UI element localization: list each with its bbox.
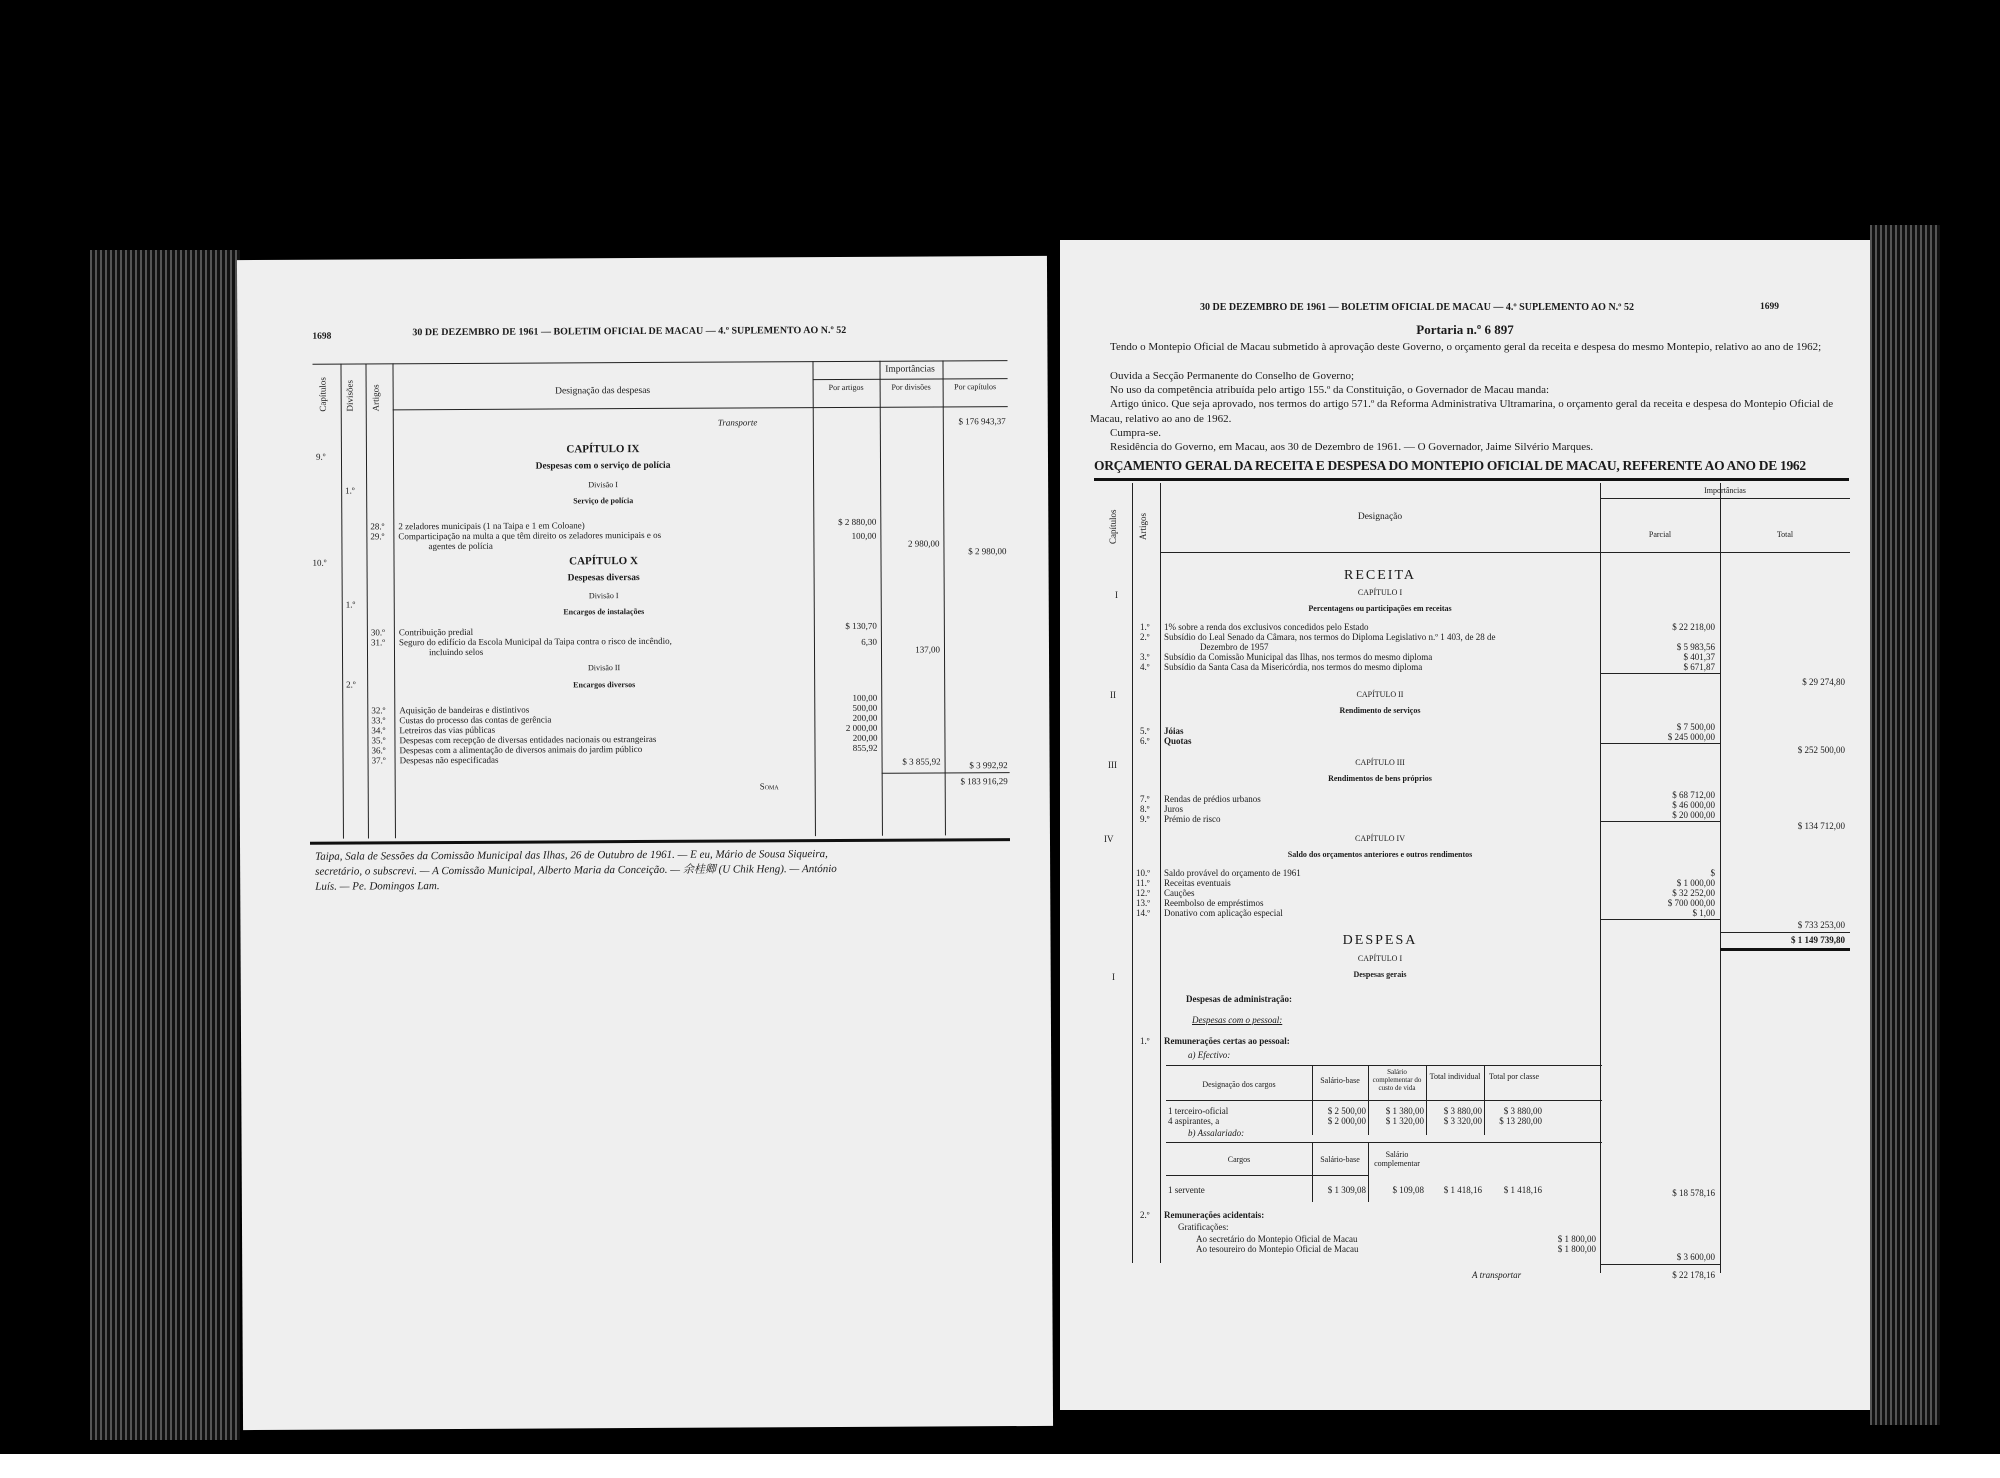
col-parcial: Parcial: [1648, 530, 1672, 539]
t2-r-c1: $ 1 309,08: [1327, 1185, 1366, 1195]
para-3: No uso da competência atribuída pelo artigo 155.º da Constituição, o Governador de Macau manda:: [1110, 384, 1550, 396]
cap10-div1-title: Divisão I: [588, 591, 619, 601]
cap10-div2-title: Divisão II: [587, 663, 621, 673]
t1-r0-c4: $ 3 880,00: [1503, 1106, 1542, 1116]
cap2-val: $ 7 500,00: [1676, 722, 1715, 732]
cap9-row-text: agentes de polícia: [428, 540, 493, 552]
cap1-text: 1% sobre a renda dos exclusivos concedidos pelo Estado: [1164, 622, 1369, 632]
para-6: Residência do Governo, em Macau, aos 30 de Dezembro de 1961. — O Governador, Jaime Silvério Marques.: [1110, 441, 1594, 453]
cap9-div-sub: Serviço de polícia: [573, 496, 634, 506]
cap4-val: $: [1710, 868, 1715, 878]
cap10-row-art: 34.º: [371, 725, 386, 736]
t2-total: $ 18 578,16: [1672, 1188, 1715, 1198]
cap2-text: Jóias: [1164, 726, 1184, 736]
cap10-title: CAPÍTULO X: [569, 555, 638, 568]
cap10-row-art: 30.º: [370, 627, 385, 638]
para-4: Artigo único. Que seja aprovado, nos termos do artigo 571.º da Reforma Administrativa Ultramarina, o orçamento geral da receita e despesa do Montepio Oficial de Macau, relativo ao ano de 1962.: [1090, 398, 1834, 425]
cap10-div1-sub: Encargos de instalações: [563, 607, 645, 617]
cap10-row-text: Letreiros das vias públicas: [399, 724, 496, 736]
cap10-row-val: 200,00: [852, 712, 878, 723]
cap4-val: $ 1 000,00: [1676, 878, 1715, 888]
col-por-capitulos: Por capítulos: [954, 382, 997, 392]
portaria-title: Portaria n.º 6 897: [1416, 322, 1514, 337]
t1-h-2: Salário complementar do custo de vida: [1372, 1068, 1422, 1092]
col-artigos: Artigos: [370, 384, 381, 412]
cap10-cap-total: $ 3 992,92: [969, 760, 1008, 771]
cap3-text: Prémio de risco: [1164, 814, 1221, 824]
cap1-art: 3.º: [1140, 652, 1150, 662]
cap4-text: Cauções: [1164, 888, 1195, 898]
cap3-title: CAPÍTULO III: [1355, 758, 1405, 767]
grat-row-text: Ao tesoureiro do Montepio Oficial de Macau: [1196, 1244, 1359, 1254]
cap10-row-text: Despesas com a alimentação de diversos animais do jardim público: [399, 744, 643, 756]
cap10-row-text: Aquisição de bandeiras e distintivos: [399, 704, 530, 716]
cap9-row-val: 100,00: [851, 530, 877, 541]
cap10-row-text: Despesas com recepção de diversas entidades nacionais ou estrangeiras: [399, 733, 657, 746]
cap1-art: 4.º: [1140, 662, 1150, 672]
cap1-val: $ 401,37: [1683, 652, 1715, 662]
t2-r-c2: $ 109,08: [1392, 1185, 1424, 1195]
assalariado-label: b) Assalariado:: [1188, 1128, 1245, 1138]
rem-heading: Remunerações certas ao pessoal:: [1164, 1036, 1290, 1046]
t1-h-4: Total por classe: [1488, 1072, 1540, 1081]
para-5: Cumpra-se.: [1110, 427, 1162, 439]
grat-row-val: $ 1 800,00: [1557, 1234, 1596, 1244]
t1-r0-c3: $ 3 880,00: [1443, 1106, 1482, 1116]
cap10-row-text: Custas do processo das contas de gerência: [399, 714, 552, 726]
adm-heading: Despesas de administração:: [1186, 994, 1292, 1004]
cap10-row-art: 35.º: [371, 735, 386, 746]
cap1-val: $ 5 983,56: [1676, 642, 1715, 652]
right-page: [1060, 240, 1870, 1410]
cap9-row-text: Comparticipação na multa a que têm direito os zeladores municipais e os: [398, 529, 662, 542]
col-total: Total: [1776, 530, 1794, 539]
cap10-div1: 1.º: [345, 599, 356, 610]
cap9-row-text: 2 zeladores municipais (1 na Taipa e 1 em Coloane): [398, 520, 585, 532]
cap10-row-text: Contribuição predial: [398, 626, 474, 638]
transportar-label: A transportar: [1472, 1270, 1522, 1280]
t1-r1-c3: $ 3 320,00: [1443, 1116, 1482, 1126]
page-header: 30 DE DEZEMBRO DE 1961 — BOLETIM OFICIAL DE MACAU — 4.º SUPLEMENTO AO N.º 52: [412, 324, 847, 339]
receita-heading: RECEITA: [1344, 568, 1416, 583]
cap4-text: Receitas eventuais: [1164, 878, 1231, 888]
cap1-text: Subsídio da Comissão Municipal das Ilhas, nos termos do mesmo diploma: [1164, 652, 1433, 662]
cap1-art: 1.º: [1140, 622, 1150, 632]
cap4-art: 14.º: [1136, 908, 1151, 918]
cap4-total: $ 733 253,00: [1797, 920, 1845, 930]
t1-h-1: Salário-base: [1320, 1076, 1360, 1085]
cap10-row-val: 6,30: [861, 636, 877, 647]
cap1-total: $ 29 274,80: [1802, 677, 1845, 687]
cap4-title: CAPÍTULO IV: [1355, 834, 1405, 843]
t1-h-0: Designação dos cargos: [1202, 1080, 1276, 1089]
cap3-sub: Rendimentos de bens próprios: [1328, 774, 1432, 783]
cap4-text: Reembolso de empréstimos: [1164, 898, 1264, 908]
cap3-art: 8.º: [1140, 804, 1150, 814]
para-2: Ouvida a Secção Permanente do Conselho de Governo;: [1110, 370, 1355, 382]
cap10-row-val: 200,00: [852, 732, 878, 743]
cap10-row-text: incluindo selos: [428, 646, 484, 658]
soma-value: $ 183 916,29: [960, 776, 1008, 787]
cap3-total: $ 134 712,00: [1797, 821, 1845, 831]
cap10-row-text: Seguro do edifício da Escola Municipal da Taipa contra o risco de incêndio,: [398, 635, 672, 648]
cap4-text: Donativo com aplicação especial: [1164, 908, 1283, 918]
cap3-num: III: [1108, 760, 1117, 770]
t1-h-3: Total individual: [1429, 1072, 1481, 1081]
cap9-cap-total: $ 2 980,00: [968, 546, 1007, 557]
cap3-val: $ 68 712,00: [1672, 790, 1715, 800]
cap10-row-art: 36.º: [371, 745, 386, 756]
cap2-val: $ 245 000,00: [1667, 732, 1715, 742]
t2-r-c3: $ 1 418,16: [1443, 1185, 1482, 1195]
left-page-edges: [90, 250, 240, 1440]
grat-row-val: $ 1 800,00: [1557, 1244, 1596, 1254]
cap10-div2-sub: Encargos diversos: [573, 680, 636, 690]
cap4-text: Saldo provável do orçamento de 1961: [1164, 868, 1301, 878]
cap1-val: $ 22 218,00: [1672, 622, 1715, 632]
cap3-text: Juros: [1164, 804, 1184, 814]
transporte-value: $ 176 943,37: [958, 416, 1006, 427]
cap4-val: $ 700 000,00: [1667, 898, 1715, 908]
closing-line-1: Taipa, Sala de Sessões da Comissão Municipal das Ilhas, 26 de Outubro de 1961. — E eu, Mário de Sousa Siqueira,: [315, 848, 828, 863]
t1-r0-c0: 1 terceiro-oficial: [1168, 1106, 1229, 1116]
t2-r-c0: 1 servente: [1168, 1185, 1205, 1195]
cap4-sub: Saldo dos orçamentos anteriores e outros rendimentos: [1287, 850, 1473, 859]
cap10-div1-total: 137,00: [915, 644, 941, 655]
col-capitulos: Capítulos: [1108, 509, 1118, 544]
t2-h-2: Salário complementar: [1374, 1150, 1420, 1168]
cap3-val: $ 46 000,00: [1672, 800, 1715, 810]
right-page-edges: [1870, 225, 1940, 1425]
closing-line-2: secretário, o subscrevi. — A Comissão Municipal, Alberto Maria da Conceição. — 余桂卿 (U Chik Heng). — António: [315, 862, 837, 878]
cap1-val: $ 671,87: [1683, 662, 1715, 672]
cap9-div: 1.º: [345, 485, 355, 496]
col-por-artigos: Por artigos: [828, 382, 864, 393]
cap10-div2: 2.º: [346, 679, 356, 690]
cap4-art: 12.º: [1136, 888, 1151, 898]
art2: 2.º: [1140, 1210, 1150, 1220]
budget-title: ORÇAMENTO GERAL DA RECEITA E DESPESA DO MONTEPIO OFICIAL DE MACAU, REFERENTE AO ANO DE 1962: [1094, 458, 1806, 473]
acid-heading: Remunerações acidentais:: [1164, 1210, 1265, 1220]
cap4-art: 13.º: [1136, 898, 1151, 908]
col-por-divisoes: Por divisões: [891, 382, 931, 392]
cap1-text: Subsídio da Santa Casa da Misericórdia, nos termos do mesmo diploma: [1164, 662, 1423, 672]
t1-r1-c2: $ 1 320,00: [1385, 1116, 1424, 1126]
cap10-row-val: 500,00: [852, 702, 878, 713]
cap10-row-val: 855,92: [852, 742, 878, 753]
t2-h-0: Cargos: [1227, 1155, 1251, 1164]
cap1-sub: Percentagens ou participações em receitas: [1308, 604, 1452, 613]
despesa-heading: DESPESA: [1342, 933, 1418, 948]
t2-r-c4: $ 1 418,16: [1503, 1185, 1542, 1195]
grat-row-text: Ao secretário do Montepio Oficial de Macau: [1196, 1234, 1358, 1244]
col-importancias: Importâncias: [885, 364, 935, 375]
cap1-title: CAPÍTULO I: [1357, 588, 1403, 597]
efectivo-label: a) Efectivo:: [1188, 1050, 1231, 1060]
closing-line-3: Luís. — Pe. Domingos Lam.: [315, 880, 440, 893]
col-designacao: Designação: [1357, 512, 1403, 522]
cap1-num: I: [1115, 590, 1118, 600]
cap1-art: 2.º: [1140, 632, 1150, 642]
transporte-label: Transporte: [717, 417, 758, 428]
cap9-subtitle: Despesas com o serviço de polícia: [535, 460, 671, 472]
t1-r1-c0: 4 aspirantes, a: [1168, 1116, 1220, 1126]
cap3-text: Rendas de prédios urbanos: [1164, 794, 1261, 804]
cap9-row-art: 28.º: [370, 521, 385, 532]
t2-h-1: Salário-base: [1320, 1155, 1360, 1164]
cap4-art: 10.º: [1136, 868, 1151, 878]
page-number: 1699: [1760, 302, 1779, 312]
cap9-div-title: Divisão I: [588, 480, 618, 490]
cap4-val: $ 1,00: [1692, 908, 1715, 918]
t1-r1-c4: $ 13 280,00: [1499, 1116, 1542, 1126]
cap2-num: II: [1110, 690, 1116, 700]
cap2-art: 6.º: [1140, 736, 1150, 746]
cap4-art: 11.º: [1136, 878, 1150, 888]
cap2-title: CAPÍTULO II: [1356, 690, 1404, 699]
cap9-div-total: 2 980,00: [907, 538, 940, 549]
page-number: 1698: [312, 331, 332, 342]
cap10-row-val: $ 130,70: [845, 620, 877, 631]
cap10-row-art: 31.º: [370, 637, 386, 648]
cap3-art: 9.º: [1140, 814, 1150, 824]
cap9-row-val: $ 2 880,00: [838, 516, 877, 527]
col-capitulos: Capítulos: [317, 377, 328, 412]
dcap1-title: CAPÍTULO I: [1357, 954, 1403, 963]
t1-r0-c1: $ 2 500,00: [1327, 1106, 1366, 1116]
grat-total: $ 3 600,00: [1676, 1252, 1715, 1262]
cap10-row-art: 33.º: [371, 715, 386, 726]
page-header: 30 DE DEZEMBRO DE 1961 — BOLETIM OFICIAL DE MACAU — 4.º SUPLEMENTO AO N.º 52: [1200, 302, 1634, 313]
pessoal-heading: Despesas com o pessoal:: [1192, 1015, 1283, 1025]
cap10-row-val: 100,00: [852, 692, 878, 703]
grand-total: $ 1 149 739,80: [1791, 935, 1845, 945]
dcap1-num: I: [1112, 972, 1115, 982]
cap10-row-val: 2 000,00: [845, 722, 878, 733]
cap10-row-art: 32.º: [371, 705, 386, 716]
cap9-title: CAPÍTULO IX: [566, 443, 640, 456]
cap3-art: 7.º: [1140, 794, 1150, 804]
cap2-text: Quotas: [1164, 736, 1192, 746]
cap1-text: Dezembro de 1957: [1200, 642, 1269, 652]
col-divisoes: Divisões: [344, 380, 355, 412]
cap4-num: IV: [1104, 834, 1114, 844]
cap9-num: 9.º: [315, 451, 326, 462]
para-1: Tendo o Montepio Oficial de Macau submetido à aprovação deste Governo, o orçamento geral da receita e despesa do mesmo Montepio, relativo ao ano de 1962;: [1110, 341, 1822, 353]
grat-heading: Gratificações:: [1178, 1222, 1229, 1232]
cap10-row-art: 37.º: [371, 755, 386, 766]
transportar-value: $ 22 178,16: [1672, 1270, 1715, 1280]
cap10-row-text: Despesas não especificadas: [399, 754, 499, 766]
dcap1-sub: Despesas gerais: [1353, 970, 1407, 979]
cap10-subtitle: Despesas diversas: [567, 573, 640, 584]
cap10-num: 10.º: [312, 557, 327, 568]
col-artigos: Artigos: [1138, 513, 1148, 540]
col-designacao: Designação das despesas: [555, 385, 651, 397]
cap1-text: Subsídio do Leal Senado da Câmara, nos termos do Diploma Legislativo n.º 1 403, de 28 de: [1164, 632, 1496, 642]
t1-r0-c2: $ 1 380,00: [1385, 1106, 1424, 1116]
left-page: [237, 256, 1053, 1430]
cap9-row-art: 29.º: [370, 531, 385, 542]
cap2-art: 5.º: [1140, 726, 1150, 736]
art1: 1.º: [1140, 1036, 1150, 1046]
cap3-val: $ 20 000,00: [1672, 810, 1715, 820]
col-importancias: Importâncias: [1704, 486, 1746, 495]
cap2-total: $ 252 500,00: [1797, 745, 1845, 755]
soma-label: Soma: [759, 781, 779, 792]
scan-bottom-strip: [0, 1454, 2000, 1478]
cap10-div2-total: $ 3 855,92: [902, 756, 941, 767]
t1-r1-c1: $ 2 000,00: [1327, 1116, 1366, 1126]
cap4-val: $ 32 252,00: [1672, 888, 1715, 898]
cap2-sub: Rendimento de serviços: [1339, 706, 1421, 715]
